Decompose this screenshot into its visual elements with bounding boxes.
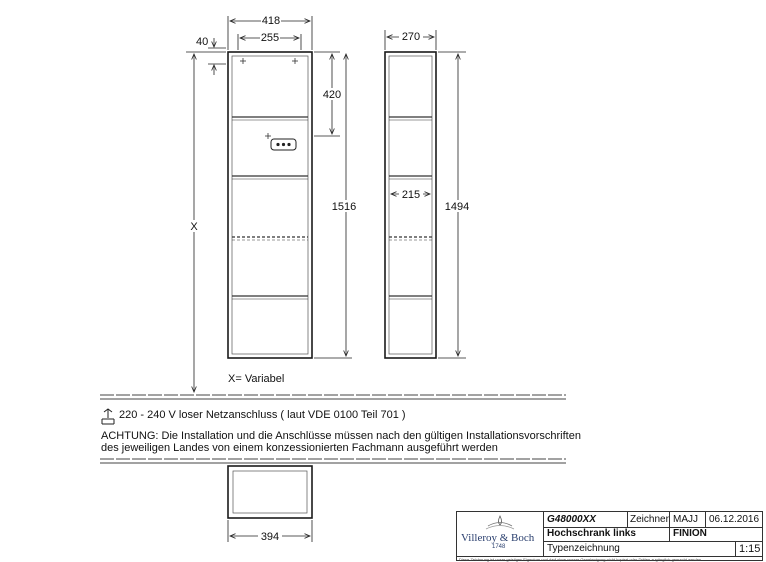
drawing-type: Typenzeichnung (547, 543, 620, 554)
drawing-date: 06.12.2016 (709, 514, 760, 525)
dim-shelf-height: 420 (322, 89, 342, 101)
product-series: FINION (673, 528, 707, 539)
side-shelves (389, 117, 432, 299)
dim-side-depth: 270 (401, 31, 421, 43)
article-number: G48000XX (547, 514, 596, 525)
dim-inner-width: 255 (260, 32, 280, 44)
variable-note: X= Variabel (228, 373, 285, 385)
mounting-point-icon (240, 58, 298, 139)
warning-line-1: ACHTUNG: Die Installation und die Anschlüsse müssen nach den gültigen Installationsvorschriften (101, 430, 581, 442)
front-view-cabinet (228, 52, 312, 358)
brand-logo-text: Villeroy & Boch (461, 532, 535, 544)
power-socket-icon (271, 139, 296, 150)
front-shelves (232, 117, 308, 299)
product-description: Hochschrank links (547, 528, 636, 539)
power-note: 220 - 240 V loser Netzanschluss ( laut VDE 0100 Teil 701 ) (119, 409, 406, 421)
dim-variable-height: X (190, 221, 198, 233)
dim-bottom-width: 394 (260, 531, 280, 543)
side-dimension-lines (385, 30, 466, 358)
drawer-label: Zeichner (630, 514, 669, 525)
title-block (456, 511, 763, 561)
brand-logo-year: 1748 (492, 544, 506, 550)
front-dimension-lines (186, 16, 352, 392)
top-view-cabinet (228, 466, 312, 518)
dim-side-height: 1494 (444, 201, 470, 213)
floor-line-upper (100, 395, 566, 399)
warning-line-2: des jeweiligen Landes von einem konzessionierten Fachmann ausgeführt werden (101, 442, 498, 454)
drawing-scale: 1:15 (739, 543, 761, 555)
power-connection-icon (102, 409, 114, 424)
floor-line-lower (100, 459, 566, 463)
brand-logo-icon (485, 515, 515, 531)
dim-total-width: 418 (261, 15, 281, 27)
dim-total-height: 1516 (331, 201, 357, 213)
dim-top-offset: 40 (196, 36, 209, 48)
drawer-value: MAJJ (673, 514, 698, 525)
side-view-cabinet (385, 52, 436, 358)
dim-side-inner-depth: 215 (401, 189, 421, 201)
copyright-disclaimer: Diese Zeichnung ist unser geistiges Eigentum und darf ohne unsere Genehmigung nicht kopiert oder Dritten zugänglich gemacht werden (459, 557, 702, 562)
